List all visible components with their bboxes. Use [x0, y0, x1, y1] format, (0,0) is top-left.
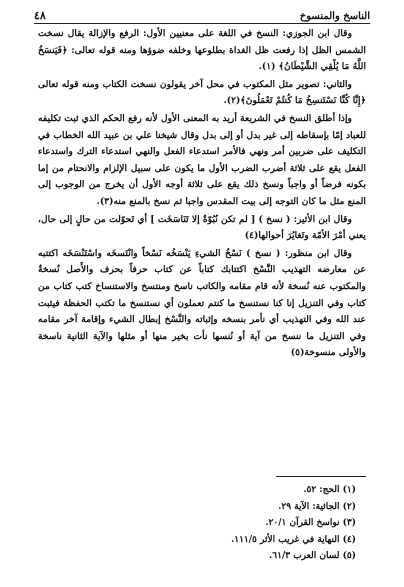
- paragraph: والثاني: تصوير مثل المكتوب في محل آخر يقولون نسخت الكتاب ومنه قوله تعالى ﴿إِنَّا كُنَّا نَسْتَنسِخُ مَا كُنتُمْ تَعْمَلُونَ﴾(٢).: [38, 78, 366, 107]
- footnote-separator: [276, 476, 366, 477]
- running-title: الناسخ والمنسوخ: [299, 11, 370, 22]
- footnote: (٣) نواسخ القرآن ٢٠/١.: [265, 518, 356, 528]
- footnote: (٢) الجاثية: الآية ٢٩.: [278, 501, 356, 512]
- page-header: [34, 6, 370, 24]
- main-text: [38, 26, 366, 363]
- paragraph: وإذا أطلق النسخ في الشريعة أريد به المعنى الأول لأنه رفع الحكم الذي ثبت تكليفه للعباد إمّا بإسقاطه إلى غير بدل أو إلى بدل وقال شيخنا علي بن عبيد الله الخطاب في التكليف على ضربين أمر ونهي فالأمر استدعاء الفعل والنهي استدعاء الترك واستدعاء الفعل يقع على ثلاثة أضرب الضرب الأول ما يكون على سبيل الإلزام والانحتام من إما بكونه فرضاً أو واجباً ونسخ ذلك يقع على ثلاثة أوجه الأول أن يخرج من الوجوب إلى المنع مثل ما كان التوجه إلى بيت المقدس واجبا ثم نسخ بالمنع منه(٣).: [38, 112, 366, 207]
- page-number: ٤٨: [34, 9, 46, 22]
- footnote: (٤) النهاية في غريب الأثر ١١١/٥.: [231, 534, 356, 545]
- footnotes: [36, 482, 356, 565]
- paragraph: وقال ابن منظور: ( نسخ ) نَسْخُ الشيءِ يَنْسَخُه نَسْخاً وانْتَسخَه واسْتَنْسَخَه اكتتبه عن معارضه التهذيب النَّسْخ اكتتابك كتاباً عن كتاب حرفاً بحرف والأَصل نُسخةٌ والمكتوب عنه نُسخة لأنه قام مقامه والكاتب ناسخ ومنتسخ والاستنساخ كتب كتاب من كتاب وفي التنزيل إنا كنا نستنسخ ما كنتم تعملون أي نستنسخ ما تكتب الحفظة فيثبت عند الله وفي التهذيب أي نأمر بنسخه وإثباته والنَّسْخ إبطال الشيء وإقامة آخر مقامه وفي التنزيل ما ننسخ من آية أو نُنسها نأت بخير منها أو مثلها والآية الثانية ناسخة والأولى منسوخة(٥): [38, 247, 366, 359]
- paragraph: وقال ابن الجوزي: النسخ في اللغة على معنيين الأول: الرفع والإزالة يقال نسخت الشمس الظل إذا رفعت ظل الغداة بطلوعها وخلفه ضوؤها ومنه قوله تعالى: ﴿فَيَنسَخُ اللَّهُ مَا يُلْقِي الشَّيْطَانُ﴾ (١).: [38, 28, 366, 73]
- footnote: (٥) لسان العرب ٦١/٣.: [269, 551, 356, 561]
- footnote: (١) الحج: ٥٢.: [303, 485, 356, 495]
- paragraph: وقال ابن الأثير: ( نسخ ) [ لم تكن نُبُوّةٌ إلا تَنَاسَخَت ] أي تَحوّلت من حالٍ إلى حال، يعني أمْرَ الأمّة وتَغايُرَ أحوالها(٤): [38, 213, 366, 242]
